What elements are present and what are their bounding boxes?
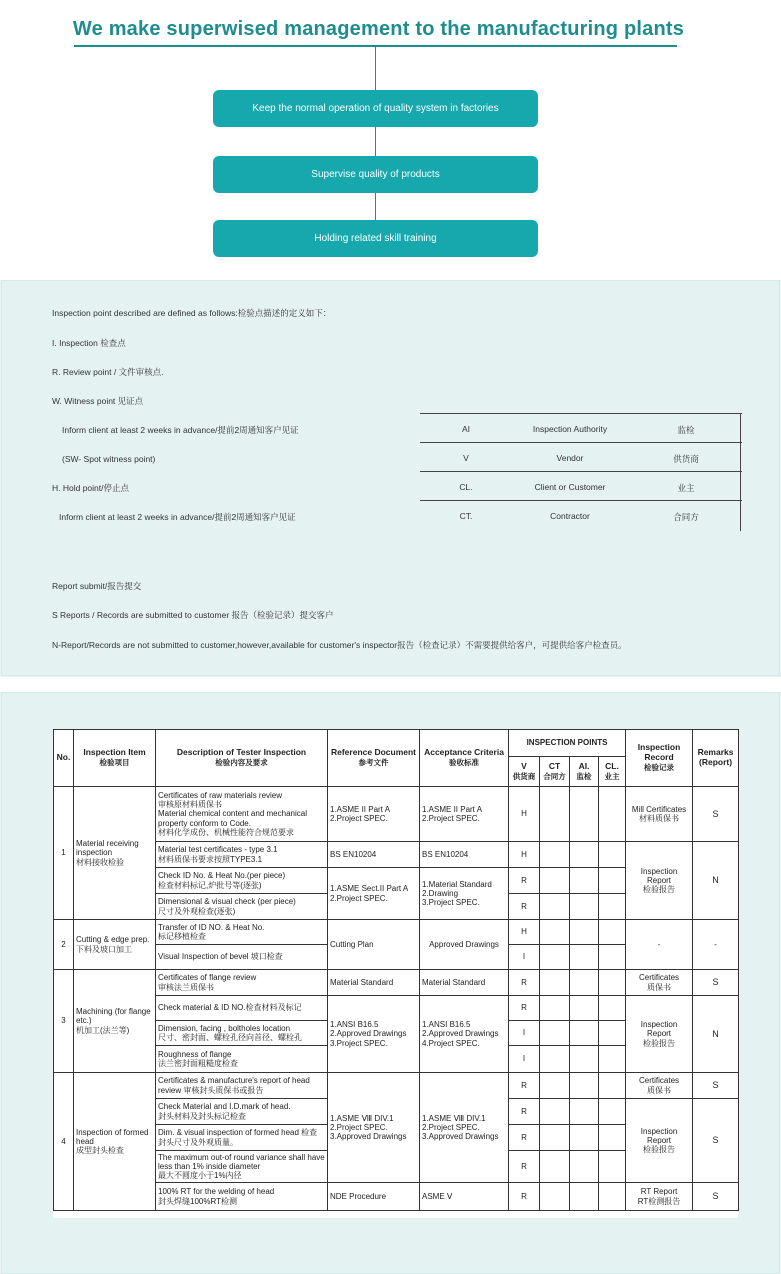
header-reference [328, 730, 420, 787]
row-number: 1 [54, 787, 74, 920]
description-cell [156, 1021, 328, 1046]
definitions-intro: Inspection point described are defined as follows:检验点描述的定义如下： [52, 308, 332, 318]
acc-text: 3.Project SPEC. [422, 898, 480, 908]
legend-zh-v: 供货商 [673, 454, 699, 464]
desc-text: Material test certificates - type 3.1 [158, 845, 278, 855]
reference-cell: NDE Procedure [328, 1183, 420, 1211]
record-cell [626, 1099, 693, 1183]
legend-rule [420, 500, 742, 501]
point-ct [540, 1151, 570, 1183]
desc-text-zh: 标记移植检查 [158, 932, 206, 941]
description-cell [156, 787, 328, 842]
point-v: R [509, 894, 540, 920]
header-ref-en: Reference Document [330, 747, 417, 758]
header-item-en: Inspection Item [83, 747, 146, 758]
record-text: Certificates [639, 973, 680, 983]
reference-cell: Cutting Plan [328, 920, 420, 970]
record-cell [626, 842, 693, 920]
reference-cell: Material Standard [328, 970, 420, 996]
flow-connector [375, 47, 376, 90]
acc-text: 1.ANSI B16.5 [422, 1020, 471, 1030]
point-v: H [509, 787, 540, 842]
flow-step-quality-system[interactable]: Keep the normal operation of quality system in factories [213, 90, 538, 127]
header-description [156, 730, 328, 787]
point-cl [599, 787, 626, 842]
point-ai [570, 842, 599, 868]
point-v: R [509, 1099, 540, 1125]
legend-zh-ct: 合同方 [673, 512, 699, 522]
point-v: R [509, 868, 540, 894]
acceptance-cell: Material Standard [420, 970, 509, 996]
record-text-zh: 检验报告 [643, 1145, 676, 1155]
report-submit-title: Report submit/报告提交 [52, 581, 142, 591]
desc-text-zh: 检查材料标记,炉批号等(逐张) [158, 880, 262, 890]
record-cell [626, 970, 693, 996]
legend-code-cl: CL. [459, 482, 473, 492]
desc-text: Visual Inspection of bevel [158, 952, 249, 962]
record-text-zh: 质保书 [647, 1085, 672, 1095]
header-item [74, 730, 156, 787]
record-text: Inspection Report [640, 1126, 678, 1145]
point-v: R [509, 996, 540, 1021]
point-cl [599, 970, 626, 996]
desc-text-zh: 材料质保书要求按照TYPE3.1 [158, 854, 263, 864]
table-header-row [54, 730, 739, 757]
point-ct [540, 996, 570, 1021]
point-ct [540, 1183, 570, 1211]
header-item-zh: 检验项目 [99, 758, 130, 767]
point-ct [540, 842, 570, 868]
header-record-zh: 检验记录 [644, 762, 675, 772]
point-ai [570, 996, 599, 1021]
point-ai [570, 970, 599, 996]
desc-text: Roughness of flange [158, 1049, 232, 1059]
desc-text-zh: 封头焊缝100%RT检测 [158, 1196, 237, 1206]
header-record [626, 730, 693, 787]
point-ai [570, 868, 599, 894]
inspection-item [74, 1073, 156, 1211]
point-ct [540, 1046, 570, 1073]
reference-cell [328, 868, 420, 920]
table-row [54, 1183, 739, 1211]
point-ct [540, 1125, 570, 1151]
point-ai [570, 920, 599, 945]
legend-name-v: Vendor [556, 453, 584, 463]
desc-text-zh: 审核法兰质保书 [158, 982, 214, 992]
ref-text: 2.Project SPEC. [330, 1122, 388, 1132]
description-cell [156, 1099, 328, 1125]
header-inspection-points: INSPECTION POINTS [509, 730, 626, 757]
desc-text: Certificates of flange review [158, 973, 257, 983]
legend-rule [420, 471, 742, 472]
record-text: RT Report [640, 1187, 678, 1197]
header-ct-en: CT [548, 760, 561, 771]
flow-step-skill-training[interactable]: Holding related skill training [213, 220, 538, 257]
ref-text: 1.ASME Ⅷ DIV.1 [330, 1113, 394, 1123]
ref-text: 1.ASME II Part A [330, 804, 391, 814]
point-v: H [509, 920, 540, 945]
point-cl [599, 1151, 626, 1183]
description-cell [156, 920, 328, 945]
acc-text: 1.Material Standard [422, 879, 492, 889]
header-acc-en: Acceptance Criteria [424, 747, 504, 758]
item-zh: 下料及坡口加工 [76, 944, 132, 954]
point-v: R [509, 1183, 540, 1211]
header-acceptance [420, 730, 509, 787]
remarks-cell: S [693, 1183, 739, 1211]
remarks-cell: S [693, 1073, 739, 1099]
flow-connector [375, 127, 376, 156]
acceptance-cell [420, 1073, 509, 1183]
desc-text: Dimension, facing , boltholes location [158, 1023, 291, 1033]
desc-text-zh: 最大不圆度小于1%内径 [158, 1171, 242, 1181]
acceptance-cell: Approved Drawings [420, 920, 509, 970]
header-ai [570, 757, 599, 787]
header-desc-zh: 检验内容及要求 [215, 758, 268, 767]
item-zh: 机加工(法兰等) [76, 1025, 130, 1035]
point-v: I [509, 1046, 540, 1073]
item-en: Inspection of formed head [76, 1127, 149, 1146]
definition-witness: W. Witness point 见证点 [52, 396, 144, 406]
header-remarks: Remarks (Report) [693, 730, 739, 787]
point-ct [540, 945, 570, 970]
point-ct [540, 920, 570, 945]
point-v: H [509, 842, 540, 868]
point-v: R [509, 970, 540, 996]
legend-name-cl: Client or Customer [534, 482, 606, 492]
acc-text: 1.ASME Ⅷ DIV.1 [422, 1113, 486, 1123]
description-cell [156, 945, 328, 970]
page-title: We make superwised management to the manufacturing plants [72, 18, 685, 40]
legend-rule [420, 442, 742, 443]
record-text: Inspection Report [640, 866, 678, 885]
record-cell [626, 787, 693, 842]
acc-text: 2.Project SPEC. [422, 1122, 480, 1132]
record-text-zh: RT检测报告 [637, 1196, 681, 1206]
desc-text: Certificates of raw materials review [158, 791, 283, 801]
record-text: Mill Certificates [631, 804, 687, 814]
point-cl [599, 1021, 626, 1046]
point-cl [599, 842, 626, 868]
desc-text-zh: 坡口检查 [250, 952, 283, 962]
table-row [54, 1073, 739, 1099]
point-cl [599, 1125, 626, 1151]
legend-zh-cl: 业主 [677, 483, 695, 493]
record-cell [626, 1183, 693, 1211]
flow-step-supervise-quality[interactable]: Supervise quality of products [213, 156, 538, 193]
desc-text-zh: 审核原材料质保书 [158, 800, 222, 810]
desc-text: Material chemical content and mechanical property conform to Code. [158, 809, 307, 828]
definition-hold-inform: Inform client at least 2 weeks in advance/提前2周通知客户见证 [59, 512, 296, 522]
record-text-zh: 检验报告 [643, 1038, 676, 1048]
desc-text-zh: 封头尺寸及外观质量。 [158, 1137, 238, 1147]
flow-connector [375, 193, 376, 220]
legend-code-ai: AI [461, 424, 471, 434]
header-cl-zh: 业主 [604, 771, 620, 781]
point-cl [599, 1046, 626, 1073]
description-cell: Check material & ID NO.检查材料及标记 [156, 996, 328, 1021]
point-ct [540, 787, 570, 842]
acc-text: 2.Project SPEC. [422, 814, 480, 823]
description-cell [156, 1151, 328, 1183]
legend-code-v: V [463, 453, 469, 463]
header-ai-zh: 监检 [576, 771, 592, 781]
header-v-en: V [521, 760, 527, 771]
item-en: Material receiving inspection [76, 839, 139, 858]
remarks-cell: - [693, 920, 739, 970]
legend-rule [740, 413, 741, 531]
description-cell [156, 1125, 328, 1151]
acc-text: 3.Approved Drawings [422, 1132, 499, 1142]
legend-rule [420, 413, 742, 414]
record-cell [626, 1073, 693, 1099]
point-ct [540, 868, 570, 894]
desc-text: Check ID No. & Heat No.(per piece) [158, 871, 286, 881]
report-n-definition: N-Report/Records are not submitted to customer,however,available for customer's inspector报告（检查记录）不需要提供给客户，可提供给客户检查员。 [52, 640, 627, 650]
desc-text-zh: 尺寸、密封面、螺栓孔径向首径、螺栓孔 [158, 1033, 302, 1042]
desc-text: Transfer of ID NO. & Heat No. [158, 922, 265, 932]
point-v: R [509, 1151, 540, 1183]
record-text: Inspection Report [640, 1020, 678, 1039]
desc-text: Dim. & visual inspection of formed head 检查 [158, 1128, 318, 1138]
description-cell [156, 894, 328, 920]
desc-text-zh: 法兰密封面粗糙度检查 [158, 1059, 238, 1068]
inspection-item [74, 970, 156, 1073]
point-ai [570, 787, 599, 842]
header-cl-en: CL. [605, 760, 619, 771]
legend-code-ct: CT. [459, 511, 473, 521]
reference-cell [328, 787, 420, 842]
ref-text: 1.ANSI B16.5 [330, 1020, 379, 1030]
ref-text: 1.ASME Sect.II Part A [330, 884, 409, 894]
remarks-cell: N [693, 996, 739, 1073]
point-cl [599, 1099, 626, 1125]
point-cl [599, 945, 626, 970]
inspection-item [74, 787, 156, 920]
description-cell [156, 1183, 328, 1211]
legend-name-ai: Inspection Authority [532, 424, 608, 434]
ref-text: 3.Project SPEC. [330, 1038, 388, 1048]
record-text-zh: 质保书 [647, 982, 672, 992]
header-ref-zh: 参考文件 [358, 758, 389, 767]
point-ai [570, 1151, 599, 1183]
reference-cell [328, 1073, 420, 1183]
table-row [54, 996, 739, 1021]
remarks-cell: S [693, 787, 739, 842]
inspection-table-wrapper [53, 729, 738, 1218]
point-cl [599, 920, 626, 945]
acc-text: 2.Drawing [422, 888, 459, 898]
desc-text: 100% RT for the welding of head [158, 1187, 275, 1197]
point-ct [540, 1021, 570, 1046]
item-en: Machining (for flange etc.) [76, 1007, 151, 1026]
acceptance-cell [420, 868, 509, 920]
ref-text: 2.Approved Drawings [330, 1029, 407, 1039]
header-desc-en: Description of Tester Inspection [176, 747, 307, 758]
item-zh: 成型封头检查 [76, 1146, 124, 1156]
inspection-table [53, 729, 739, 1211]
inspection-item [74, 920, 156, 970]
record-cell: - [626, 920, 693, 970]
header-no: No. [54, 730, 74, 787]
definition-spot-witness: (SW- Spot witness point) [62, 454, 156, 464]
ref-text: 2.Project SPEC. [330, 893, 388, 903]
table-row [54, 787, 739, 842]
acc-text: 1.ASME II Part A [422, 804, 483, 814]
desc-text: Certificates & manufacture's report of head review [158, 1076, 310, 1095]
point-cl [599, 868, 626, 894]
report-s-definition: S Reports / Records are submitted to customer 报告（检验记录）提交客户 [52, 610, 334, 620]
header-v [509, 757, 540, 787]
description-cell [156, 868, 328, 894]
item-zh: 材料接收检验 [76, 857, 124, 867]
desc-text-zh: 审核封头质保书或报告 [183, 1085, 264, 1095]
point-ct [540, 894, 570, 920]
definition-witness-inform: Inform client at least 2 weeks in advance/提前2周通知客户见证 [62, 425, 299, 435]
row-number: 2 [54, 920, 74, 970]
reference-cell: BS EN10204 [328, 842, 420, 868]
legend-name-ct: Contractor [550, 511, 590, 521]
acc-text: 4.Project SPEC. [422, 1038, 480, 1048]
desc-text: Dimensional & visual check (per piece) [158, 897, 296, 907]
header-record-en: Inspection Record [637, 742, 681, 763]
ref-text: 3.Approved Drawings [330, 1132, 407, 1142]
point-ai [570, 945, 599, 970]
acceptance-cell [420, 996, 509, 1073]
point-cl [599, 894, 626, 920]
description-cell [156, 1046, 328, 1073]
definition-hold: H. Hold point/停止点 [52, 483, 129, 493]
point-ai [570, 1125, 599, 1151]
definition-inspection: I. Inspection 检查点 [52, 338, 126, 348]
acc-text: 2.Approved Drawings [422, 1029, 499, 1039]
acceptance-cell: ASME Ⅴ [420, 1183, 509, 1211]
header-ai-en: AI. [578, 760, 590, 771]
header-ct-zh: 合同方 [543, 771, 566, 781]
remarks-cell: S [693, 970, 739, 996]
header-v-zh: 供货商 [512, 771, 536, 781]
desc-text: The maximum out-of round variance shall have less than 1% inside diameter [158, 1152, 325, 1171]
remarks-cell: N [693, 842, 739, 920]
point-v: I [509, 1021, 540, 1046]
point-ct [540, 1073, 570, 1099]
description-cell [156, 842, 328, 868]
ref-text: 2.Project SPEC. [330, 814, 388, 823]
row-number: 4 [54, 1073, 74, 1211]
record-text-zh: 材料质保书 [639, 814, 680, 823]
point-cl [599, 1183, 626, 1211]
description-cell [156, 1073, 328, 1099]
reference-cell [328, 996, 420, 1073]
header-cl [599, 757, 626, 787]
definition-review: R. Review point / 文件审核点. [52, 367, 164, 377]
record-cell [626, 996, 693, 1073]
point-ai [570, 1099, 599, 1125]
description-cell [156, 970, 328, 996]
point-v: R [509, 1125, 540, 1151]
point-v: R [509, 1073, 540, 1099]
hero-section [0, 0, 781, 280]
legend-zh-ai: 监检 [677, 425, 695, 435]
point-ai [570, 1183, 599, 1211]
acceptance-cell [420, 787, 509, 842]
point-v: I [509, 945, 540, 970]
point-ai [570, 1046, 599, 1073]
point-ai [570, 1021, 599, 1046]
point-cl [599, 1073, 626, 1099]
point-ai [570, 1073, 599, 1099]
desc-text-zh: 材料化学成份、机械性能符合规范要求 [158, 827, 294, 837]
row-number: 3 [54, 970, 74, 1073]
item-en: Cutting & edge prep. [76, 935, 150, 945]
remarks-cell: S [693, 1099, 739, 1183]
point-cl [599, 996, 626, 1021]
point-ct [540, 1099, 570, 1125]
header-ct [540, 757, 570, 787]
desc-text-zh: 封头材料及封头标记检查 [158, 1111, 246, 1121]
header-acc-zh: 验收标准 [449, 758, 479, 767]
table-row [54, 920, 739, 945]
desc-text-zh: 尺寸及外观检查(逐张) [158, 906, 236, 916]
point-ai [570, 894, 599, 920]
desc-text: Check Material and I.D.mark of head. [158, 1102, 291, 1112]
point-ct [540, 970, 570, 996]
record-text: Certificates [639, 1076, 680, 1086]
table-row [54, 970, 739, 996]
record-text-zh: 检验报告 [643, 885, 676, 895]
acceptance-cell: BS EN10204 [420, 842, 509, 868]
table-row [54, 842, 739, 868]
